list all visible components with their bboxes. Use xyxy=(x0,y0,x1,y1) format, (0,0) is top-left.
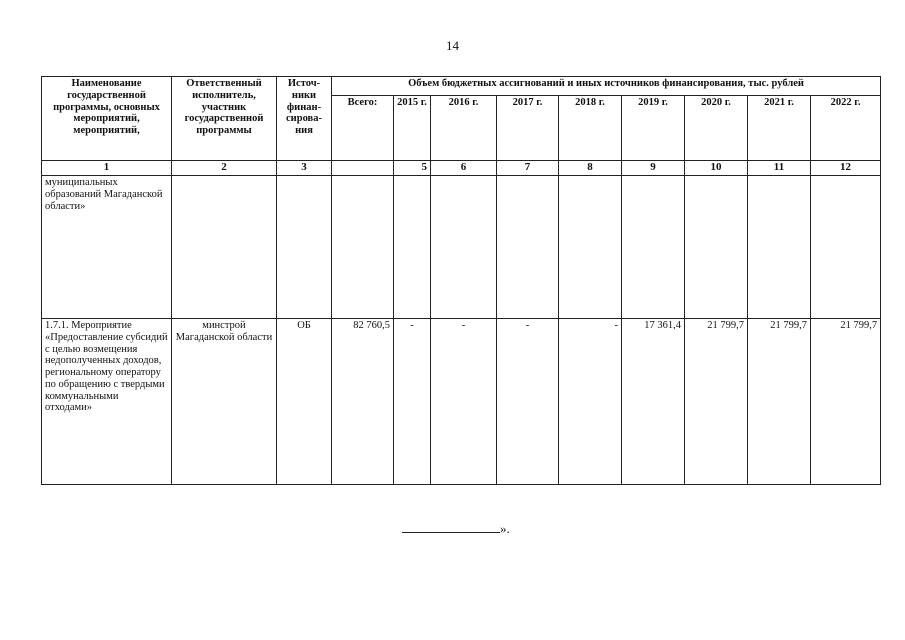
header-name: Наименование государственной программы, основных мероприятий, мероприятий, xyxy=(42,77,172,161)
row-2018 xyxy=(559,176,622,319)
column-number: 7 xyxy=(497,161,559,176)
row-2015 xyxy=(394,176,431,319)
column-number: 3 xyxy=(277,161,332,176)
row-source xyxy=(277,176,332,319)
signature-underline xyxy=(402,520,500,533)
row-2017 xyxy=(497,176,559,319)
row-2019 xyxy=(622,176,685,319)
header-volume: Объем бюджетных ассигнований и иных источников финансирования, тыс. рублей xyxy=(332,77,881,96)
row-source: ОБ xyxy=(277,319,332,485)
closing-quote: ». xyxy=(500,521,510,536)
header-row xyxy=(42,77,881,96)
table-row xyxy=(42,176,881,319)
row-executor: минстрой Магаданской области xyxy=(172,319,277,485)
column-number: 11 xyxy=(748,161,811,176)
row-executor xyxy=(172,176,277,319)
column-number: 6 xyxy=(431,161,497,176)
row-name: 1.7.1. Мероприятие «Предоставление субсидий с целью возмещения недополученных доходов, региональному оператору по обращению с твердыми коммунальными отходами» xyxy=(42,319,172,485)
row-2016 xyxy=(431,176,497,319)
row-2020: 21 799,7 xyxy=(685,319,748,485)
header-2019: 2019 г. xyxy=(622,96,685,161)
header-executor: Ответственный исполнитель, участник государственной программы xyxy=(172,77,277,161)
header-2018: 2018 г. xyxy=(559,96,622,161)
row-name: муниципальных образований Магаданской области» xyxy=(42,176,172,319)
header-source: Источ-ники финан-сирова-ния xyxy=(277,77,332,161)
page-number: 14 xyxy=(446,38,459,53)
row-2017: - xyxy=(497,319,559,485)
header-2015: 2015 г. xyxy=(394,96,431,161)
row-2018: - xyxy=(559,319,622,485)
row-2021: 21 799,7 xyxy=(748,319,811,485)
column-number: 1 xyxy=(42,161,172,176)
header-2017: 2017 г. xyxy=(497,96,559,161)
column-number: 12 xyxy=(811,161,881,176)
row-2019: 17 361,4 xyxy=(622,319,685,485)
column-number-row xyxy=(42,161,881,176)
table-row xyxy=(42,319,881,485)
closing-line xyxy=(402,520,510,537)
row-2022: 21 799,7 xyxy=(811,319,881,485)
row-2016: - xyxy=(431,319,497,485)
column-number: 2 xyxy=(172,161,277,176)
budget-table xyxy=(41,76,881,485)
header-2021: 2021 г. xyxy=(748,96,811,161)
row-total xyxy=(332,176,394,319)
column-number: 9 xyxy=(622,161,685,176)
column-number: 5 xyxy=(394,161,431,176)
row-2022 xyxy=(811,176,881,319)
column-number xyxy=(332,161,394,176)
row-2021 xyxy=(748,176,811,319)
header-total: Всего: xyxy=(332,96,394,161)
row-total: 82 760,5 xyxy=(332,319,394,485)
column-number: 10 xyxy=(685,161,748,176)
header-2016: 2016 г. xyxy=(431,96,497,161)
header-2020: 2020 г. xyxy=(685,96,748,161)
row-2015: - xyxy=(394,319,431,485)
row-2020 xyxy=(685,176,748,319)
header-2022: 2022 г. xyxy=(811,96,881,161)
column-number: 8 xyxy=(559,161,622,176)
